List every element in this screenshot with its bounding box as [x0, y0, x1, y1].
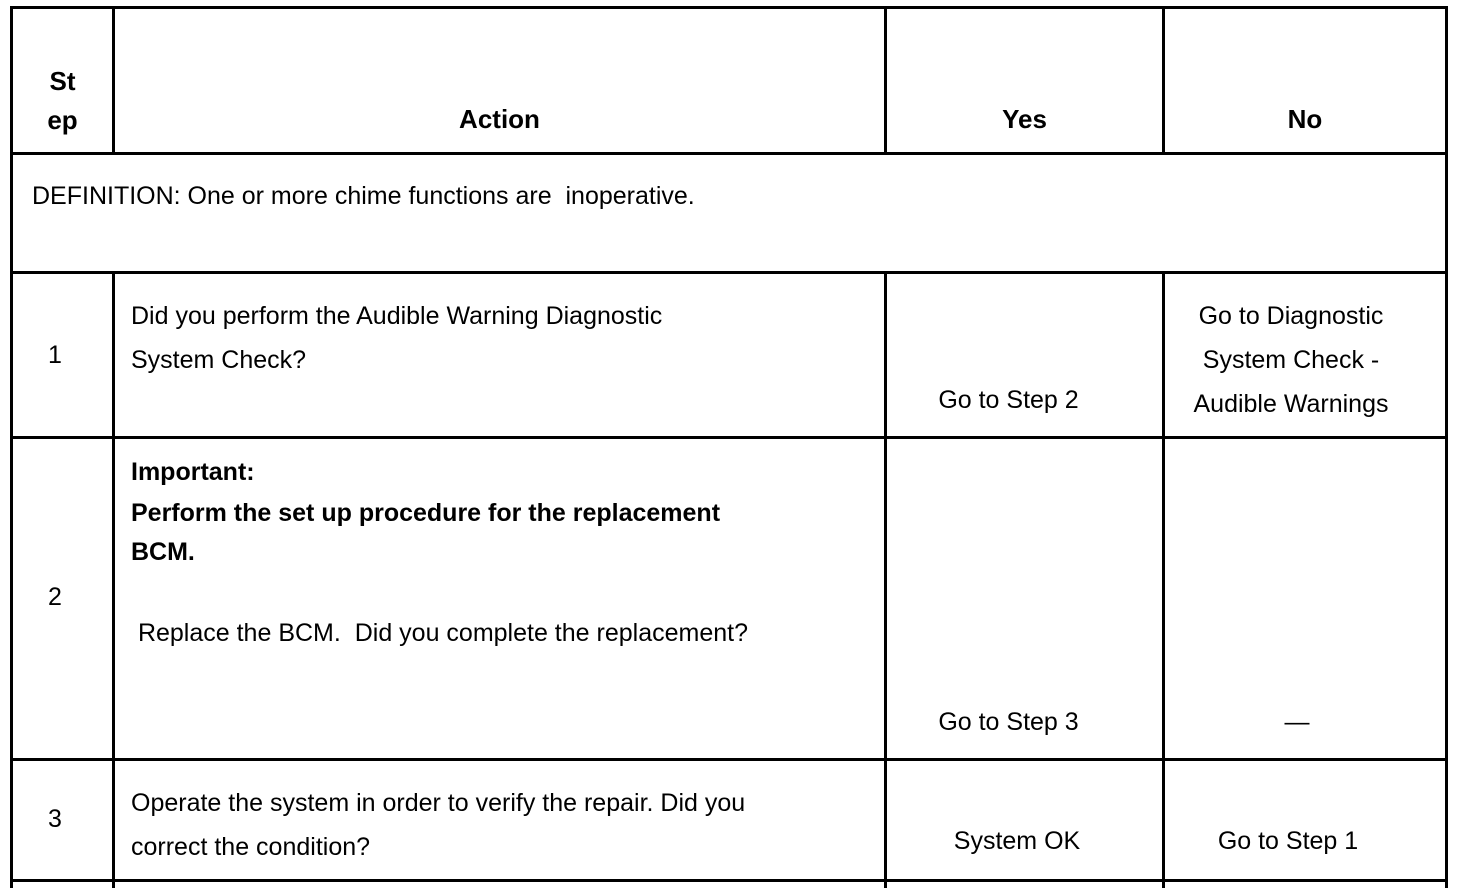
row-2-important-text: Perform the set up procedure for the replacement BCM. — [131, 499, 721, 566]
row-1-no: Go to Diagnostic System Check - Audible Warnings — [1193, 302, 1389, 418]
header-no: No — [1287, 104, 1323, 134]
header-divider — [10, 152, 1448, 155]
row-2-no: — — [1284, 708, 1310, 736]
definition-text: DEFINITION: One or more chime functions are inoperative. — [32, 182, 695, 210]
row-1-yes: Go to Step 2 — [938, 386, 1079, 414]
col-divider-step-body — [112, 271, 115, 888]
header-yes: Yes — [1002, 104, 1047, 134]
row-3-step: 3 — [48, 805, 62, 833]
header-step: St ep — [47, 66, 78, 135]
row-2-yes: Go to Step 3 — [938, 708, 1079, 736]
row-3-yes: System OK — [953, 827, 1081, 855]
row-2-step: 2 — [48, 583, 62, 611]
row-3-divider — [10, 879, 1448, 882]
header-action: Action — [459, 104, 540, 134]
table-border-right — [1445, 6, 1448, 888]
definition-divider — [10, 271, 1448, 274]
col-divider-action-body — [884, 271, 887, 888]
row-2-divider — [10, 758, 1448, 761]
row-3-action: Operate the system in order to verify the repair. Did you correct the condition? — [131, 789, 746, 861]
table-border-top — [10, 6, 1448, 9]
row-2-important-title: Important: — [131, 458, 255, 486]
row-1-step: 1 — [48, 341, 62, 369]
row-2-action: Replace the BCM. Did you complete the replacement? — [131, 619, 748, 647]
row-3-no: Go to Step 1 — [1217, 827, 1359, 855]
row-1-divider — [10, 436, 1448, 439]
row-1-action: Did you perform the Audible Warning Diagnostic System Check? — [131, 302, 663, 374]
